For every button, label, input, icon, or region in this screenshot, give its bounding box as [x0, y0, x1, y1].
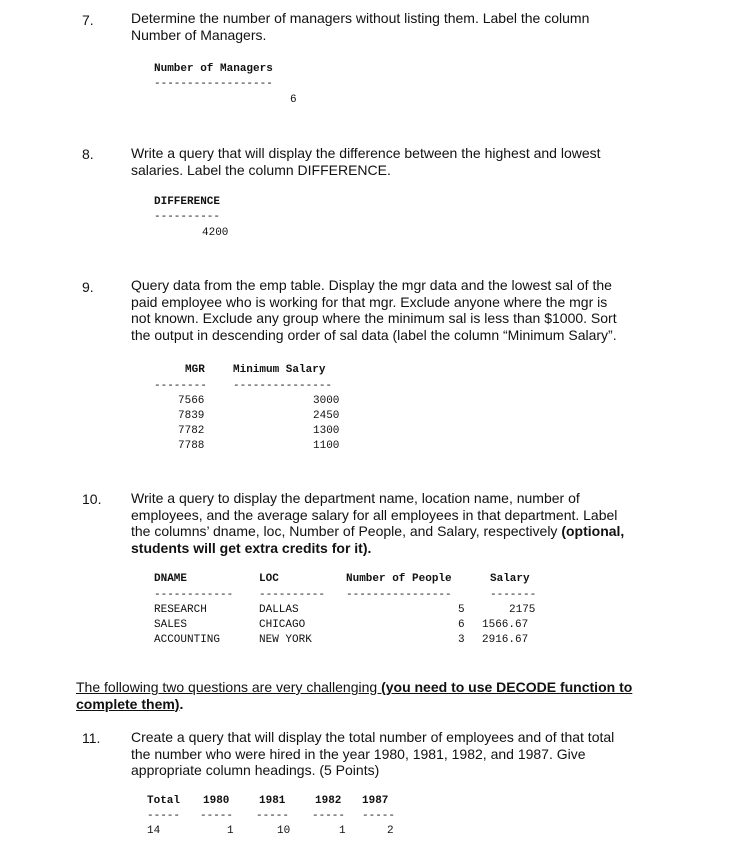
question-text-line: paid employee who is working for that mgr. Exclude anyone where the mgr is [131, 293, 608, 310]
table-cell: 2916.67 [482, 634, 529, 646]
question-number: 9. [82, 279, 94, 295]
table-cell: 1300 [313, 425, 340, 437]
column-underline: ---------------- [346, 589, 452, 601]
question-text-line: Number of Managers. [131, 26, 267, 43]
column-header-dname: DNAME [154, 573, 188, 585]
table-cell: 2450 [313, 410, 340, 422]
question-text-line: the number who were hired in the year 1980, 1981, 1982, and 1987. Give [131, 745, 586, 762]
column-underline: ----- [200, 810, 234, 822]
column-underline: ------------ [154, 589, 234, 601]
question-text-line: the output in descending order of sal data (label the column “Minimum Salary”. [131, 326, 617, 343]
column-underline: ------- [490, 589, 537, 601]
question-text-line: Write a query to display the department name, location name, number of [131, 490, 580, 506]
question-number: 10. [82, 491, 102, 507]
column-underline: ----- [362, 810, 396, 822]
column-header-salary: Salary [490, 573, 530, 585]
question-text-line: Determine the number of managers without listing them. Label the column [131, 10, 590, 26]
question-text-line: employees, and the average salary for all employees in that department. Label [131, 506, 618, 523]
question-text [131, 10, 589, 43]
question-text-span: the columns’ dname, loc, Number of People, and Salary, respectively [131, 523, 562, 539]
question-text-line: not known. Exclude any group where the minimum sal is less than $1000. Sort [131, 310, 617, 326]
table-cell: 6 [458, 619, 465, 631]
question-text-line: Query data from the emp table. Display the mgr data and the lowest sal of the [131, 277, 612, 293]
column-underline: ---------- [259, 589, 326, 601]
question-text-line: Create a query that will display the total number of employees and of that total [131, 729, 615, 745]
result-value: 4200 [202, 227, 229, 239]
result-value: 1 [339, 825, 346, 837]
table-cell: 5 [458, 604, 465, 616]
question-text-line [131, 523, 624, 540]
question-text [131, 490, 624, 556]
table-cell: NEW YORK [259, 634, 312, 646]
table-cell: 7566 [178, 395, 205, 407]
column-header-total: Total [147, 795, 181, 807]
table-cell: SALES [154, 619, 188, 631]
table-cell: 3 [458, 634, 465, 646]
column-header-number-of-people: Number of People [346, 573, 452, 585]
result-value: 10 [277, 825, 291, 837]
question-text-line: appropriate column headings. (5 Points) [131, 762, 380, 778]
table-cell: RESEARCH [154, 604, 207, 616]
challenge-note-emphasis: complete them) [76, 695, 180, 712]
question-text [131, 729, 614, 779]
question-text-line: salaries. Label the column DIFFERENCE. [131, 161, 391, 178]
challenge-note-line [76, 679, 632, 696]
column-header: DIFFERENCE [154, 196, 221, 208]
table-cell: 7782 [178, 425, 205, 437]
challenge-note-emphasis: (you need to use DECODE function to [381, 679, 633, 695]
table-cell: ACCOUNTING [154, 634, 221, 646]
challenge-note-period: . [179, 695, 184, 712]
column-header-minimum-salary: Minimum Salary [233, 364, 326, 376]
column-header-1987: 1987 [362, 795, 389, 807]
table-cell: 1100 [313, 440, 340, 452]
column-underline: ----- [147, 810, 181, 822]
table-cell: 2175 [509, 604, 536, 616]
table-cell: DALLAS [259, 604, 299, 616]
result-value: 1 [227, 825, 234, 837]
table-cell: CHICAGO [259, 619, 306, 631]
question-number: 7. [82, 12, 94, 28]
question-number: 11. [82, 730, 101, 746]
question-text [131, 277, 617, 343]
table-cell: 3000 [313, 395, 340, 407]
result-value: 14 [147, 825, 161, 837]
question-text-line: Write a query that will display the difference between the highest and lowest [131, 145, 601, 161]
column-header-1980: 1980 [203, 795, 230, 807]
column-header-mgr: MGR [185, 364, 205, 376]
column-underline: --------------- [233, 380, 333, 392]
column-header-loc: LOC [259, 573, 279, 585]
column-underline: -------- [154, 380, 207, 392]
challenge-note [76, 679, 632, 712]
column-underline: ----- [256, 810, 290, 822]
result-value: 2 [387, 825, 394, 837]
column-underline: ---------- [154, 211, 221, 223]
table-cell: 7839 [178, 410, 205, 422]
result-value: 6 [290, 94, 297, 106]
question-text [131, 145, 601, 178]
column-underline: ------------------ [154, 78, 273, 90]
column-underline: ----- [312, 810, 346, 822]
challenge-note-line [76, 696, 632, 713]
table-cell: 7788 [178, 440, 205, 452]
optional-note: students will get extra credits for it). [131, 539, 372, 556]
column-header-1981: 1981 [259, 795, 286, 807]
table-cell: 1566.67 [482, 619, 529, 631]
column-header: Number of Managers [154, 63, 273, 75]
challenge-note-text: The following two questions are very challenging [76, 679, 382, 695]
optional-note: (optional, [561, 523, 625, 539]
column-header-1982: 1982 [315, 795, 342, 807]
question-number: 8. [82, 146, 94, 162]
